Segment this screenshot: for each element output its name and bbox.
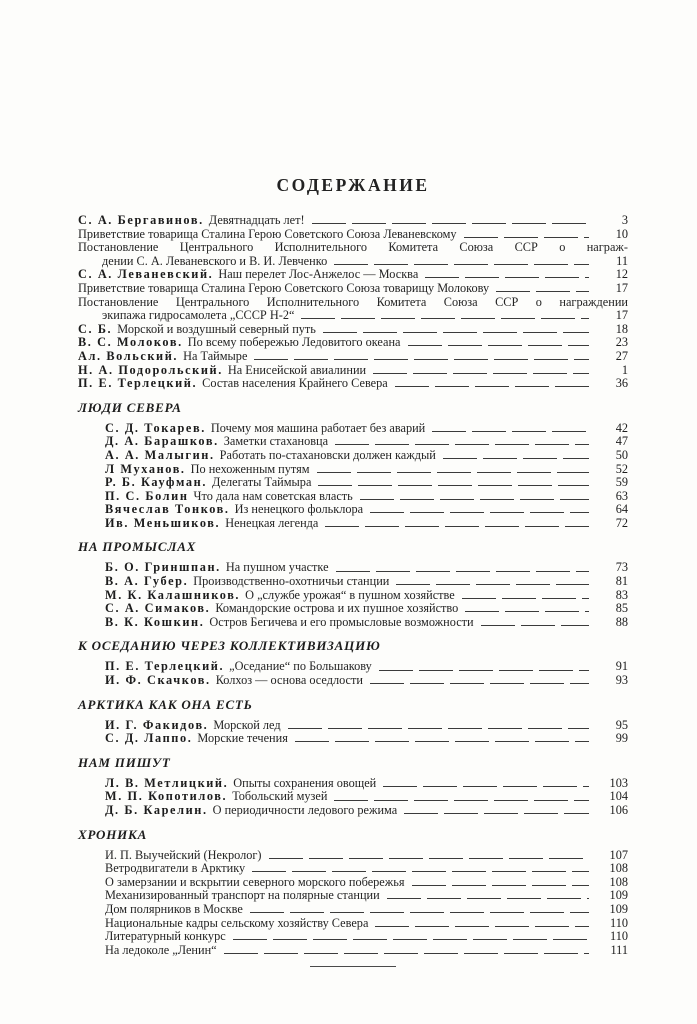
entry-title: Делегаты Таймыра <box>212 475 312 490</box>
entry-title: Остров Бегичева и его промысловые возможности <box>209 614 474 629</box>
leader-line <box>254 359 589 360</box>
entry-author: С. А. Бергавинов. <box>78 213 204 227</box>
leader-line <box>396 584 589 585</box>
entry-author: Н. А. Подорольский. <box>78 362 223 377</box>
toc-entry <box>78 435 628 449</box>
entry-page-number: 11 <box>616 253 628 268</box>
toc-entry <box>78 849 628 863</box>
toc-section-khronika <box>78 828 628 958</box>
leader-line <box>335 444 589 445</box>
entry-title: Морской лед <box>213 717 281 732</box>
leader-line <box>404 813 589 814</box>
entry-page-number: 17 <box>615 308 628 323</box>
toc-entry <box>78 917 628 931</box>
entry-page-number: 10 <box>615 226 628 241</box>
entry-title: экипажа гидросамолета „СССР Н-2“ <box>102 308 295 323</box>
leader-line <box>432 431 589 432</box>
entry-page-number: 12 <box>615 267 628 282</box>
entry-title: Дом полярников в Москве <box>105 901 243 916</box>
page-title: СОДЕРЖАНИЕ <box>276 175 430 195</box>
toc-entry-continuation <box>78 309 628 323</box>
leader-line <box>252 871 589 872</box>
leader-line <box>425 277 589 278</box>
entry-title: Заметки стахановца <box>223 434 329 449</box>
entry-title: Национальные кадры сельскому хозяйству Севера <box>105 915 369 930</box>
entry-title: И. П. Выучейский (Некролог) <box>105 847 262 862</box>
leader-line <box>360 499 589 500</box>
toc-entry-wrap-line <box>78 296 628 310</box>
entry-author: С. А. Леваневский. <box>78 267 214 282</box>
entry-author: П. Е. Терлецкий. <box>105 659 225 674</box>
leader-line <box>250 912 589 913</box>
entry-page-number: 109 <box>609 888 628 903</box>
toc-entry <box>78 377 628 391</box>
toc-entry <box>78 364 628 378</box>
entry-page-number: 83 <box>615 587 628 602</box>
leader-line <box>301 318 589 319</box>
entry-title: Что дала нам советская власть <box>193 488 353 503</box>
entry-author: С. А. Симаков. <box>105 601 211 616</box>
leader-line <box>408 345 590 346</box>
leader-line <box>387 898 589 899</box>
entry-page-number: 36 <box>615 376 628 391</box>
entry-page-number: 111 <box>610 942 628 957</box>
entry-title: О „службе урожая“ в пушном хозяйстве <box>245 587 455 602</box>
toc-entry <box>78 350 628 364</box>
entry-page-number: 107 <box>609 847 628 862</box>
toc-section-k-osedaniyu <box>78 639 628 687</box>
entry-page-number: 108 <box>609 874 628 889</box>
entry-title: На Енисейской авиалинии <box>227 362 367 377</box>
toc-section-main <box>78 214 628 391</box>
toc-section-na-promyslakh <box>78 540 628 629</box>
entry-page-number: 64 <box>615 502 628 517</box>
toc-entry <box>78 463 628 477</box>
leader-line <box>318 485 589 486</box>
entry-page-number: 47 <box>615 434 628 449</box>
entry-page-number: 52 <box>615 461 628 476</box>
leader-line <box>312 223 589 224</box>
leader-line <box>443 458 589 459</box>
leader-line <box>465 611 589 612</box>
toc-entry <box>78 790 628 804</box>
entry-page-number: 17 <box>615 280 628 295</box>
toc-entry <box>78 862 628 876</box>
toc-entry <box>78 336 628 350</box>
leader-line <box>325 526 589 527</box>
leader-line <box>288 728 589 729</box>
entry-title: Тобольский музей <box>232 789 328 804</box>
toc-entry <box>78 602 628 616</box>
toc-entry <box>78 889 628 903</box>
toc-entry <box>78 561 628 575</box>
toc-entry <box>78 674 628 688</box>
leader-line <box>412 885 589 886</box>
entry-author: С. Д. Лаппо. <box>105 731 193 746</box>
entry-author: В. К. Кошкин. <box>105 614 205 629</box>
entry-page-number: 110 <box>610 915 628 930</box>
toc-section-arktika <box>78 698 628 746</box>
toc-entry <box>78 228 628 242</box>
toc-entry <box>78 903 628 917</box>
entry-author: А. А. Малыгин. <box>105 447 215 462</box>
entry-title: Девятнадцать лет! <box>208 213 305 227</box>
entry-author: Д. Б. Карелин. <box>105 803 208 817</box>
leader-line <box>496 291 589 292</box>
toc-entry-wrap-line <box>78 241 628 255</box>
entry-author: Р. Б. Кауфман. <box>105 475 208 490</box>
entry-page-number: 59 <box>615 475 628 490</box>
leader-line <box>383 786 589 787</box>
entry-page-number: 42 <box>615 420 628 435</box>
leader-line <box>373 373 589 374</box>
leader-line <box>323 332 589 333</box>
toc-entry <box>78 282 628 296</box>
leader-line <box>370 683 589 684</box>
entry-title: О периодичности ледового режима <box>212 803 398 817</box>
toc-entry-continuation <box>78 255 628 269</box>
entry-page-number: 95 <box>615 717 628 732</box>
entry-title: Ветродвигатели в Арктику <box>105 861 246 876</box>
entry-title: Почему моя машина работает без аварий <box>210 420 426 435</box>
entry-author: В. С. Молоков. <box>78 335 183 350</box>
entry-title: О замерзании и вскрытии северного морского побережья <box>105 874 405 889</box>
leader-line <box>269 858 589 859</box>
entry-title: По всему побережью Ледовитого океана <box>187 335 401 350</box>
entry-title: По нехоженным путям <box>190 461 310 476</box>
entry-page-number: 91 <box>615 659 628 674</box>
leader-line <box>379 670 589 671</box>
entry-page-number: 23 <box>615 335 628 350</box>
entry-page-number: 93 <box>615 673 628 688</box>
end-of-contents-rule <box>310 966 396 967</box>
leader-line <box>317 472 589 473</box>
toc-entry <box>78 944 628 958</box>
entry-page-number: 103 <box>609 775 628 790</box>
leader-line <box>233 939 589 940</box>
entry-author: С. Д. Токарев. <box>105 420 206 435</box>
toc-entry <box>78 575 628 589</box>
entry-title: Командорские острова и их пушное хозяйство <box>215 601 459 616</box>
entry-title: Постановление Центрального Исполнительного Комитета Союза ССР о награж- <box>78 240 628 255</box>
toc-entry <box>78 422 628 436</box>
leader-line <box>295 741 589 742</box>
leader-line <box>224 953 589 954</box>
entry-page-number: 110 <box>610 929 628 944</box>
toc-entry <box>78 503 628 517</box>
entry-author: Л. В. Метлицкий. <box>105 775 229 790</box>
entry-author: Б. О. Гриншпан. <box>105 560 221 575</box>
entry-page-number: 3 <box>621 213 628 227</box>
entry-author: И. Ф. Скачков. <box>105 673 211 688</box>
entry-page-number: 73 <box>615 560 628 575</box>
section-heading: ЛЮДИ СЕВЕРА <box>78 399 182 415</box>
entry-author: Вячеслав Тонков. <box>105 502 230 517</box>
toc-entry <box>78 449 628 463</box>
entry-page-number: 88 <box>615 614 628 629</box>
entry-page-number: 85 <box>615 601 628 616</box>
entry-title: Работать по-стахановски должен каждый <box>219 447 436 462</box>
entry-page-number: 50 <box>615 447 628 462</box>
entry-page-number: 108 <box>609 861 628 876</box>
entry-page-number: 1 <box>621 362 628 377</box>
entry-title: Состав населения Крайнего Севера <box>202 376 388 391</box>
toc-entry <box>78 930 628 944</box>
leader-line <box>464 237 589 238</box>
entry-title: На Таймыре <box>183 348 248 363</box>
entry-author: М. П. Копотилов. <box>105 789 228 804</box>
toc-entry <box>78 214 628 228</box>
section-heading: К ОСЕДАНИЮ ЧЕРЕЗ КОЛЛЕКТИВИЗАЦИЮ <box>78 638 381 654</box>
entry-title: „Оседание“ по Большакову <box>229 659 372 674</box>
entry-page-number: 18 <box>615 321 628 336</box>
leader-line <box>334 800 589 801</box>
section-heading: НАМ ПИШУТ <box>78 754 171 770</box>
leader-line <box>370 512 589 513</box>
entry-title: Морские течения <box>197 731 288 746</box>
toc-entry <box>78 804 628 818</box>
entry-author: Ал. Вольский. <box>78 348 179 363</box>
entry-page-number: 106 <box>609 803 628 817</box>
leader-line <box>375 926 589 927</box>
entry-title: Механизированный транспорт на полярные станции <box>105 888 380 903</box>
leader-line <box>462 598 589 599</box>
toc-entry <box>78 323 628 337</box>
toc-section-nam-pishut <box>78 756 628 818</box>
toc-section-lyudi-severa <box>78 401 628 531</box>
entry-author: И. Г. Факидов. <box>105 717 209 732</box>
entry-title: Приветствие товарища Сталина Герою Советского Союза товарищу Молокову <box>78 280 490 295</box>
toc-entry <box>78 660 628 674</box>
entry-page-number: 72 <box>615 515 628 530</box>
toc-entry <box>78 719 628 733</box>
entry-page-number: 81 <box>615 574 628 589</box>
table-of-contents <box>78 214 628 957</box>
toc-entry <box>78 517 628 531</box>
section-heading: АРКТИКА КАК ОНА ЕСТЬ <box>78 696 253 712</box>
toc-entry <box>78 876 628 890</box>
entry-title: На пушном участке <box>225 560 329 575</box>
toc-entry <box>78 268 628 282</box>
entry-page-number: 99 <box>615 731 628 746</box>
entry-title: Постановление Центрального Исполнительного Комитета Союза ССР о награждении <box>78 294 628 309</box>
leader-line <box>336 571 589 572</box>
toc-entry <box>78 476 628 490</box>
toc-entry <box>78 777 628 791</box>
section-heading: НА ПРОМЫСЛАХ <box>78 539 197 555</box>
entry-author: Д. А. Барашков. <box>105 434 219 449</box>
entry-title: Опыты сохранения овощей <box>233 775 377 790</box>
entry-page-number: 109 <box>609 901 628 916</box>
toc-entry <box>78 490 628 504</box>
entry-page-number: 104 <box>609 789 628 804</box>
entry-title: Приветствие товарища Сталина Герою Советского Союза Леваневскому <box>78 226 457 241</box>
entry-author: Ив. Меньшиков. <box>105 515 221 530</box>
section-heading: ХРОНИКА <box>78 826 148 842</box>
entry-author: С. Б. <box>78 321 113 336</box>
entry-title: Морской и воздушный северный путь <box>117 321 316 336</box>
leader-line <box>481 625 589 626</box>
entry-page-number: 63 <box>615 488 628 503</box>
entry-page-number: 27 <box>615 348 628 363</box>
entry-title: Наш перелет Лос-Анжелос — Москва <box>218 267 419 282</box>
entry-title: Литературный конкурс <box>105 929 226 944</box>
toc-entry <box>78 616 628 630</box>
entry-author: Л Муханов. <box>105 461 186 476</box>
entry-title: Из ненецкого фольклора <box>234 502 364 517</box>
entry-title: Ненецкая легенда <box>225 515 319 530</box>
entry-title: Колхоз — основа оседлости <box>215 673 363 688</box>
toc-entry <box>78 589 628 603</box>
leader-line <box>395 386 589 387</box>
entry-author: П. С. Болин <box>105 488 189 503</box>
entry-author: М. К. Калашников. <box>105 587 241 602</box>
entry-title: дении С. А. Леваневского и В. И. Левченко <box>102 253 328 268</box>
entry-title: На ледоколе „Ленин“ <box>105 942 217 957</box>
entry-author: П. Е. Терлецкий. <box>78 376 198 391</box>
leader-line <box>334 264 589 265</box>
toc-entry <box>78 732 628 746</box>
entry-author: В. А. Губер. <box>105 574 189 589</box>
entry-title: Производственно-охотничьи станции <box>193 574 390 589</box>
